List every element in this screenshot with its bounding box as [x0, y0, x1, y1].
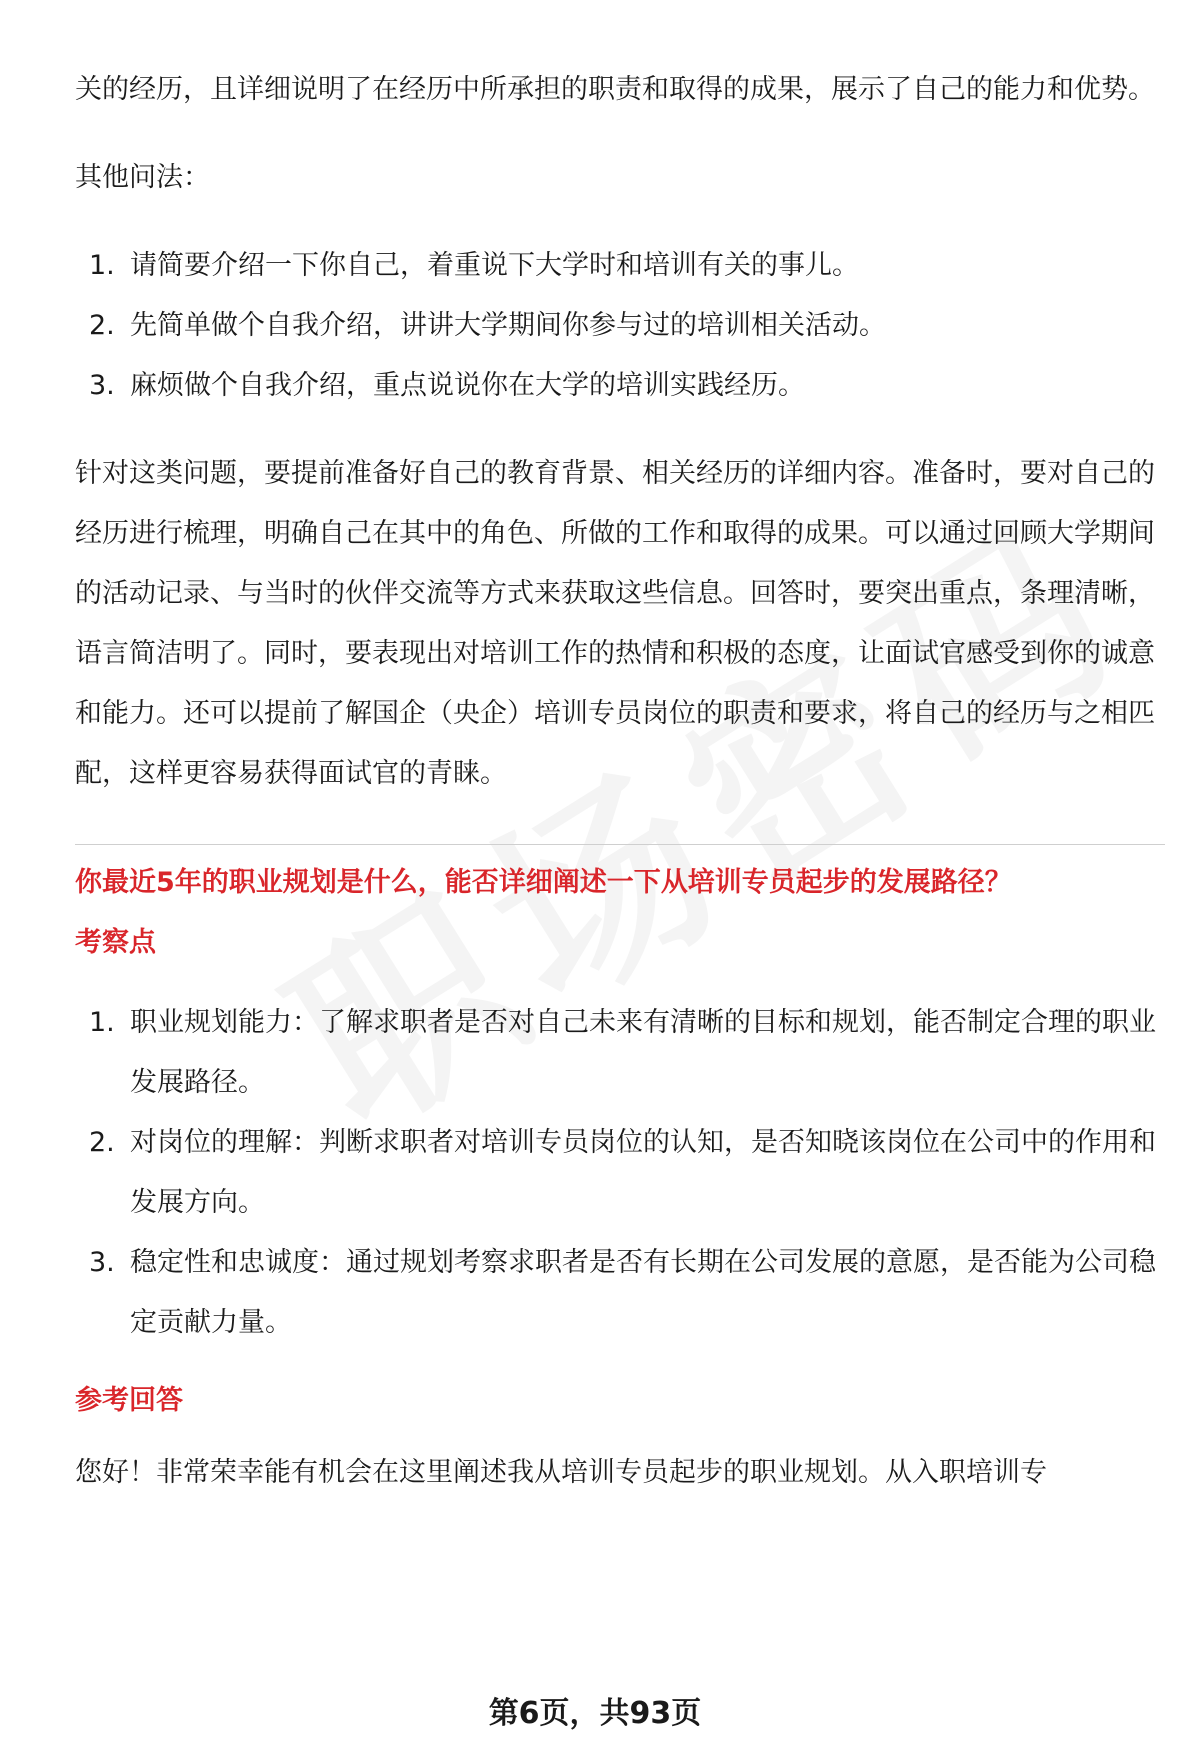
reference-answer-paragraph: 您好！非常荣幸能有机会在这里阐述我从培训专员起步的职业规划。从入职培训专	[75, 1457, 1047, 1488]
other-questions-list	[75, 236, 1165, 416]
list-number: 2.	[89, 1127, 115, 1158]
list-item-text: 请简要介绍一下你自己，着重说下大学时和培训有关的事儿。	[130, 250, 859, 281]
list-number: 2.	[89, 310, 115, 341]
list-item-text: 麻烦做个自我介绍，重点说说你在大学的培训实践经历。	[130, 370, 805, 401]
list-number: 1.	[89, 1007, 115, 1038]
list-item	[75, 993, 1165, 1113]
reference-answer-heading: 参考回答	[75, 1385, 183, 1416]
list-number: 3.	[89, 1247, 115, 1278]
other-questions-label: 其他问法：	[75, 162, 210, 193]
list-number: 1.	[89, 250, 115, 281]
question-title: 你最近5年的职业规划是什么，能否详细阐述一下从培训专员起步的发展路径？	[75, 867, 1012, 898]
list-item-text: 先简单做个自我介绍，讲讲大学期间你参与过的培训相关活动。	[130, 310, 886, 341]
list-item-text: 对岗位的理解：判断求职者对培训专员岗位的认知，是否知晓该岗位在公司中的作用和发展方向。	[130, 1127, 1156, 1218]
exam-points-heading: 考察点	[75, 927, 156, 958]
page-number: 第6页，共93页	[488, 1696, 702, 1731]
intro-paragraph: 关的经历，且详细说明了在经历中所承担的职责和取得的成果，展示了自己的能力和优势。	[75, 74, 1155, 105]
list-item-text: 职业规划能力：了解求职者是否对自己未来有清晰的目标和规划，能否制定合理的职业发展路径。	[130, 1007, 1156, 1098]
document-page	[75, 60, 1165, 1503]
list-item-text: 稳定性和忠诚度：通过规划考察求职者是否有长期在公司发展的意愿，是否能为公司稳定贡献力量。	[130, 1247, 1156, 1338]
list-number: 3.	[89, 370, 115, 401]
list-item	[75, 1113, 1165, 1233]
list-item	[75, 236, 1165, 296]
list-item	[75, 356, 1165, 416]
list-item	[75, 1233, 1165, 1353]
section-divider	[75, 844, 1165, 845]
exam-points-list	[75, 993, 1165, 1353]
advice-paragraph: 针对这类问题，要提前准备好自己的教育背景、相关经历的详细内容。准备时，要对自己的经历进行梳理，明确自己在其中的角色、所做的工作和取得的成果。可以通过回顾大学期间的活动记录、与当时的伙伴交流等方式来获取这些信息。回答时，要突出重点，条理清晰，语言简洁明了。同时，要表现出对培训工作的热情和积极的态度，让面试官感受到你的诚意和能力。还可以提前了解国企（央企）培训专员岗位的职责和要求，将自己的经历与之相匹配，这样更容易获得面试官的青睐。	[75, 458, 1155, 789]
list-item	[75, 296, 1165, 356]
